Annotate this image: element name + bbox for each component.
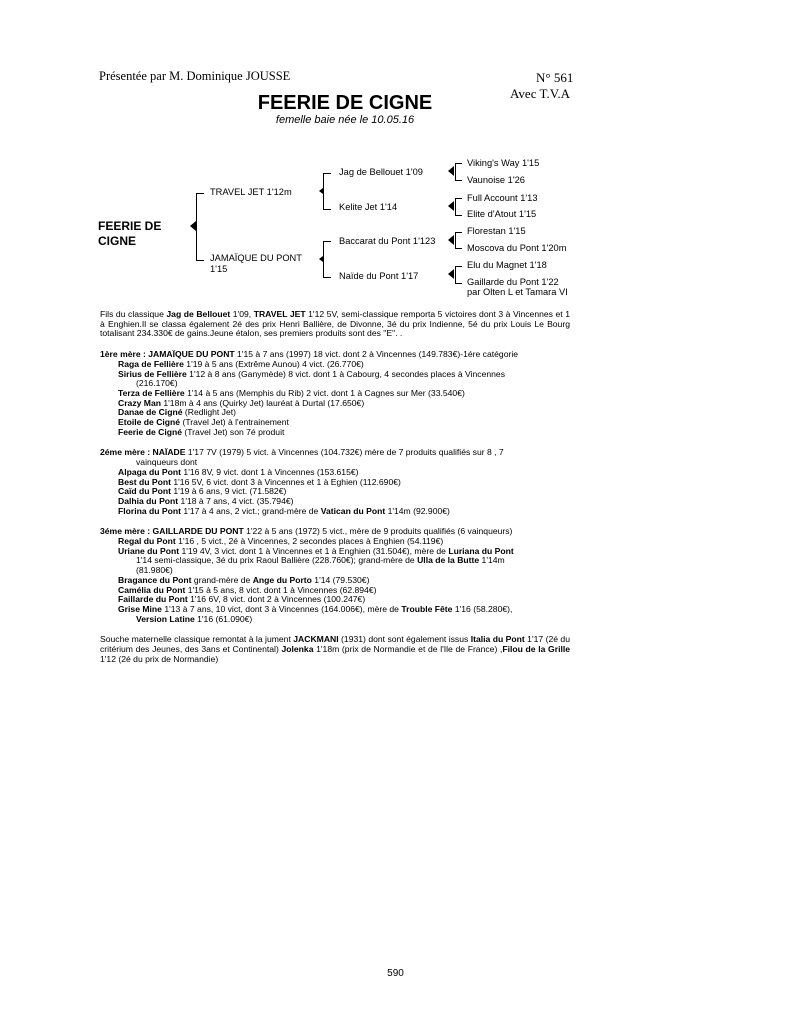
bracket-line <box>455 248 462 249</box>
pedigree-ggp: Viking's Way 1'15 <box>467 158 540 168</box>
pedigree-ggp: Elu du Magnet 1'18 <box>467 260 547 270</box>
bracket-arrow-icon <box>448 201 454 211</box>
pedigree-ggp: Elite d'Atout 1'15 <box>467 209 537 219</box>
produce-item: Caïd du Pont 1'19 à 6 ans, 9 vict. (71.582€) <box>118 486 287 497</box>
bracket-line <box>455 266 462 267</box>
produce-item: Alpaga du Pont 1'16 8V, 9 vict. dont 1 à Vincennes (153.615€) <box>118 466 359 477</box>
bracket-line <box>455 163 462 164</box>
bracket-line <box>196 193 197 260</box>
bracket-line <box>323 209 331 210</box>
bracket-arrow-icon <box>319 256 323 262</box>
produce-item: Danae de Cigné (Redlight Jet) <box>118 407 236 418</box>
pedigree-sire-dam: Kelite Jet 1'14 <box>339 202 398 212</box>
bracket-line <box>455 232 462 233</box>
bracket-line <box>455 198 456 215</box>
produce-item-cont: 1'14 semi-classique, 3é du prix Raoul Ballière (228.760€); grand-mère de Ulla de la Butte 1'14m <box>136 555 505 566</box>
produce-item: Best du Pont 1'16 5V, 6 vict. dont 3 à Vincennes et 1 à Eghien (112.690€) <box>118 476 401 487</box>
bracket-line <box>323 241 331 242</box>
produce-item: Camélia du Pont 1'15 à 5 ans, 8 vict. dont 1 à Vincennes (62.894€) <box>118 584 377 595</box>
bracket-line <box>455 232 456 248</box>
pedigree-dam-dam: Naïde du Pont 1'17 <box>339 271 419 281</box>
bracket-arrow-icon <box>448 269 454 279</box>
bracket-line <box>455 163 456 180</box>
lot-number: N° 561 <box>536 70 574 85</box>
pedigree-ggp: Full Account 1'13 <box>467 193 538 203</box>
third-dam-section <box>100 527 570 624</box>
second-dam-heading: 2éme mère : NAÏADE 1'17 7V (1979) 5 vict. à Vincennes (104.732€) mère de 7 produits qualifiés sur 8 , 7 <box>100 447 504 458</box>
pedigree-dam: JAMAÏQUE DU PONT 1'15 <box>210 253 302 274</box>
presenter-line: Présentée par M. Dominique JOUSSE <box>99 69 291 83</box>
bracket-line <box>455 266 456 283</box>
produce-item: Feerie de Cigné (Travel Jet) son 7é produit <box>118 426 285 437</box>
pedigree-ggp: Moscova du Pont 1'20m <box>467 243 567 253</box>
bracket-arrow-icon <box>448 235 454 245</box>
bracket-line <box>323 173 331 174</box>
produce-item: Terza de Fellière 1'14 à 5 ans (Memphis du Rib) 2 vict. dont 1 à Cagnes sur Mer (33.540€) <box>118 387 465 398</box>
produce-item: Faillarde du Pont 1'16 6V, 8 vict. dont 2 à Vincennes (100.247€) <box>118 594 366 605</box>
second-dam-heading-cont: vainqueurs dont <box>136 457 198 468</box>
produce-item-cont: (216.170€) <box>136 378 178 389</box>
produce-item: Etoile de Cigné (Travel Jet) à l'entrainement <box>118 417 289 428</box>
produce-item: Bragance du Pont grand-mère de Ange du Porto 1'14 (79.530€) <box>118 574 370 585</box>
bracket-arrow-icon <box>319 188 323 194</box>
second-dam-section <box>100 448 570 516</box>
pedigree-sire-sire: Jag de Bellouet 1'09 <box>339 167 423 177</box>
pedigree-sire: TRAVEL JET 1'12m <box>210 187 292 197</box>
first-dam-heading: 1ère mère : JAMAÏQUE DU PONT 1'15 à 7 ans (1997) 18 vict. dont 2 à Vincennes (149.783€)-1ére catégorie <box>100 349 519 360</box>
bracket-line <box>323 277 331 278</box>
bracket-line <box>455 215 462 216</box>
bracket-arrow-icon <box>190 221 196 231</box>
souche-paragraph: Souche maternelle classique remontat à la jument JACKMANI (1931) dont sont également issus Italia du Pont 1'17 (2é du critérium des Jeunes, des 3ans et Continental) Jolenka 1'18m (prix de Normandie et de l'Ile de France) ,Filou de la Grille 1'12 (2é du prix de Normandie) <box>100 634 571 664</box>
first-dam-section <box>100 350 570 437</box>
produce-item: Dalhia du Pont 1'18 à 7 ans, 4 vict. (35.794€) <box>118 495 294 506</box>
page-title: FEERIE DE CIGNE <box>257 92 433 114</box>
pedigree-ggp: Florestan 1'15 <box>467 226 526 236</box>
produce-item: Grise Mine 1'13 à 7 ans, 10 vict, dont 3 à Vincennes (164.006€), mère de Trouble Fête 1'16 (58.280€), <box>118 603 513 614</box>
third-dam-heading: 3éme mère : GAILLARDE DU PONT 1'22 à 5 ans (1972) 5 vict., mère de 9 produits qualifiés (6 vainqueurs) <box>100 526 513 537</box>
produce-item: Uriane du Pont 1'19 4V, 3 vict. dont 1 à Vincennes et 1 à Enghien (31.504€), mère de Luriana du Pont <box>118 545 514 556</box>
pedigree-ggp-note: par Olten L et Tamara VI <box>467 287 568 297</box>
bracket-line <box>323 173 324 209</box>
catalogue-text <box>100 310 570 665</box>
produce-item-cont: Version Latine 1'16 (61.090€) <box>136 613 253 624</box>
bracket-line <box>455 283 462 284</box>
page-subtitle: femelle baie née le 10.05.16 <box>275 114 415 126</box>
produce-item: Raga de Fellière 1'19 à 5 ans (Extrême Aunou) 4 vict. (26.770€) <box>118 358 364 369</box>
pedigree-horse: FEERIE DE CIGNE <box>98 219 162 248</box>
produce-item: Sirius de Fellière 1'12 à 8 ans (Ganymède) 8 vict. dont 1 à Cabourg, 4 secondes places à Vincennes <box>118 368 505 379</box>
intro-paragraph: Fils du classique Jag de Bellouet 1'09, TRAVEL JET 1'12 5V, semi-classique remporta 5 victoires dont 3 à Vincennes et 1 à Enghien.Il se classa également 2é des prix Henri Ballière, de Divonne, 3é du prix Indienne, 5é du prix Louis Le Bourg totalisant 234.330€ de gains.Jeune étalon, ses premiers produits sont des "E". . <box>100 309 570 339</box>
vat-note: Avec T.V.A <box>510 86 571 101</box>
pedigree-dam-sire: Baccarat du Pont 1'123 <box>339 236 436 246</box>
produce-item-cont: (81.980€) <box>136 565 173 576</box>
produce-item: Crazy Man 1'18m à 4 ans (Quirky Jet) lauréat à Durtal (17.650€) <box>118 397 365 408</box>
page-number: 590 <box>387 968 404 979</box>
bracket-line <box>196 260 204 261</box>
bracket-line <box>455 198 462 199</box>
pedigree-ggp: Gaillarde du Pont 1'22 <box>467 277 559 287</box>
bracket-line <box>196 193 204 194</box>
bracket-line <box>323 241 324 277</box>
bracket-line <box>455 180 462 181</box>
pedigree-ggp: Vaunoise 1'26 <box>467 175 525 185</box>
bracket-arrow-icon <box>448 166 454 176</box>
produce-item: Florina du Pont 1'17 à 4 ans, 2 vict.; grand-mère de Vatican du Pont 1'14m (92.900€) <box>118 505 450 516</box>
produce-item: Regal du Pont 1'16 , 5 vict., 2é à Vincennes, 2 secondes places à Enghien (54.119€) <box>118 536 444 547</box>
